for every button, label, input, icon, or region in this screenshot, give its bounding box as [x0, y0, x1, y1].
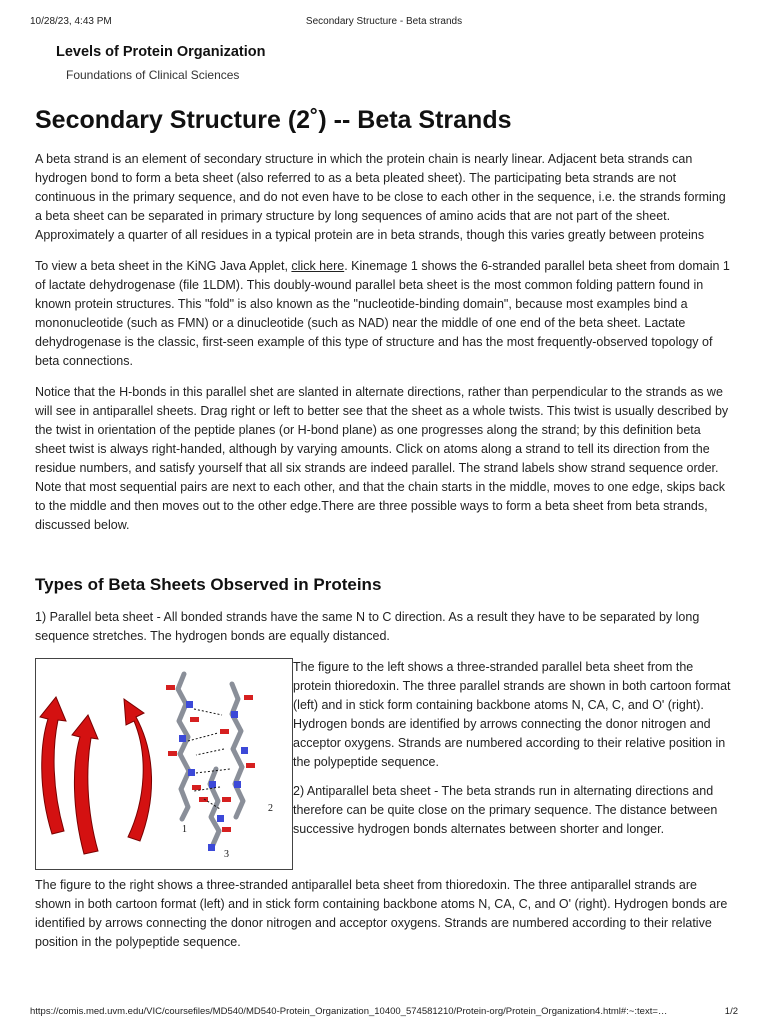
antiparallel-intro: 2) Antiparallel beta sheet - The beta strands run in alternating directions and therefore can be quite close on the primary sequence. The distance between successive hydrogen bonds alternates between shorter and longer. — [293, 784, 718, 836]
king-text-before: To view a beta sheet in the KiNG Java Applet, — [35, 259, 292, 273]
intro-paragraph: A beta strand is an element of secondary structure in which the protein chain is nearly linear. Adjacent beta strands can hydrogen bond to form a beta sheet (also referred to as a beta pleated sheet). The participating beta strands are not continuous in the primary sequence, and do not even have to be close to each other in the sequence, i.e. the strands forming a beta sheet can be separated in primary structure by long sequences of amino acids that are not part of the sheet. Approximately a quarter of all residues in a typical protein are in beta strands, though this varies greatly between proteins — [35, 152, 726, 242]
strand-label-2: 2 — [268, 803, 273, 814]
figure-caption: The figure to the left shows a three-stranded parallel beta sheet from the protein thioredoxin. The three parallel strands are shown in both cartoon format (left) and in stick form containing backbone atoms N, CA, C, and O' (right). Hydrogen bonds are identified by arrows connecting the donor nitrogen and acceptor oxygens. Strands are numbered according to their relative position in the polypeptide sequence. — [293, 660, 731, 769]
cartoon-arrow-1 — [40, 697, 66, 834]
stick-strand-1 — [178, 674, 189, 819]
page-number: 1/2 — [724, 1006, 738, 1017]
main-content — [35, 106, 731, 964]
section-title: Types of Beta Sheets Observed in Proteins — [35, 575, 382, 594]
print-url: https://comis.med.uvm.edu/VIC/coursefiles/MD540/MD540-Protein_Organization_10400_574581210/Protein-org/Protein_Organization4.html#:~:text=… — [30, 1006, 668, 1017]
hbond-arrows — [188, 709, 230, 809]
site-title[interactable]: Levels of Protein Organization — [56, 44, 266, 60]
king-applet-paragraph — [35, 257, 731, 371]
site-subtitle: Foundations of Clinical Sciences — [66, 68, 240, 82]
print-date: 10/28/23, 4:43 PM — [30, 16, 112, 27]
page-title: Secondary Structure (2˚) -- Beta Strands — [35, 106, 512, 134]
figure-text — [293, 658, 733, 849]
beta-sheet-illustration — [36, 659, 292, 869]
print-doc-title: Secondary Structure - Beta strands — [305, 16, 463, 27]
cartoon-arrow-3 — [124, 699, 152, 841]
site-header — [56, 44, 265, 82]
antiparallel-figure-caption: The figure to the right shows a three-stranded antiparallel beta sheet from thioredoxin. The three antiparallel strands are shown in both cartoon format (left) and in stick form containing backbone atoms N, CA, C, and O' (right). Hydrogen bonds are identified by arrows connecting the donor nitrogen and acceptor oxygens. Strands are numbered according to their relative position in the polypeptide sequence. — [35, 878, 728, 949]
figure-row — [35, 658, 731, 870]
strand-label-3: 3 — [224, 849, 229, 860]
parallel-sheet-figure — [35, 658, 293, 870]
hbonds-paragraph: Notice that the H-bonds in this parallel shet are slanted in alternate directions, rather than perpendicular to the strands as we will see in antiparallel sheets. Drag right or left to better see that the sheet as a whole twists. This twist is usually described by the twist in orientation of the peptide planes (or H-bond plane) as one progresses along the strand; by this definition beta sheet twist is always right-handed, although by varying amounts. Click on atoms along a strand to tell its direction from the residue numbers, and satisfy yourself that all six strands are indeed parallel. The strand labels show strand sequence order. Note that most sequential pairs are next to each other, and that the chain starts in the middle, moves to one edge, skips back to the middle and then moves out to the other edge.There are three possible ways to form a beta sheet from beta strands, discussed below. — [35, 385, 729, 532]
click-here-link[interactable]: click here — [291, 259, 345, 273]
parallel-intro: 1) Parallel beta sheet - All bonded strands have the same N to C direction. As a result they have to be separated by long sequence stretches. The hydrogen bonds are equally distanced. — [35, 610, 700, 643]
king-text-after: . Kinemage 1 shows the 6-stranded parallel beta sheet from domain 1 of lactate dehydrogenase (file 1LDM). This doubly-wound parallel beta sheet is the most common folding pattern found in known protein structures. This "fold" is also known as the "nucleotide-binding domain", because most examples bind a mononucleotide (such as FMN) or a dinucleotide (such as NAD) near the middle of one end of the beta sheet. Lactate dehydrogenase is the classic, first-seen example of this type of structure and has the most frequently-observed topology of beta connections. — [35, 259, 730, 368]
cartoon-arrow-2 — [72, 715, 98, 854]
strand-label-1: 1 — [182, 824, 187, 835]
